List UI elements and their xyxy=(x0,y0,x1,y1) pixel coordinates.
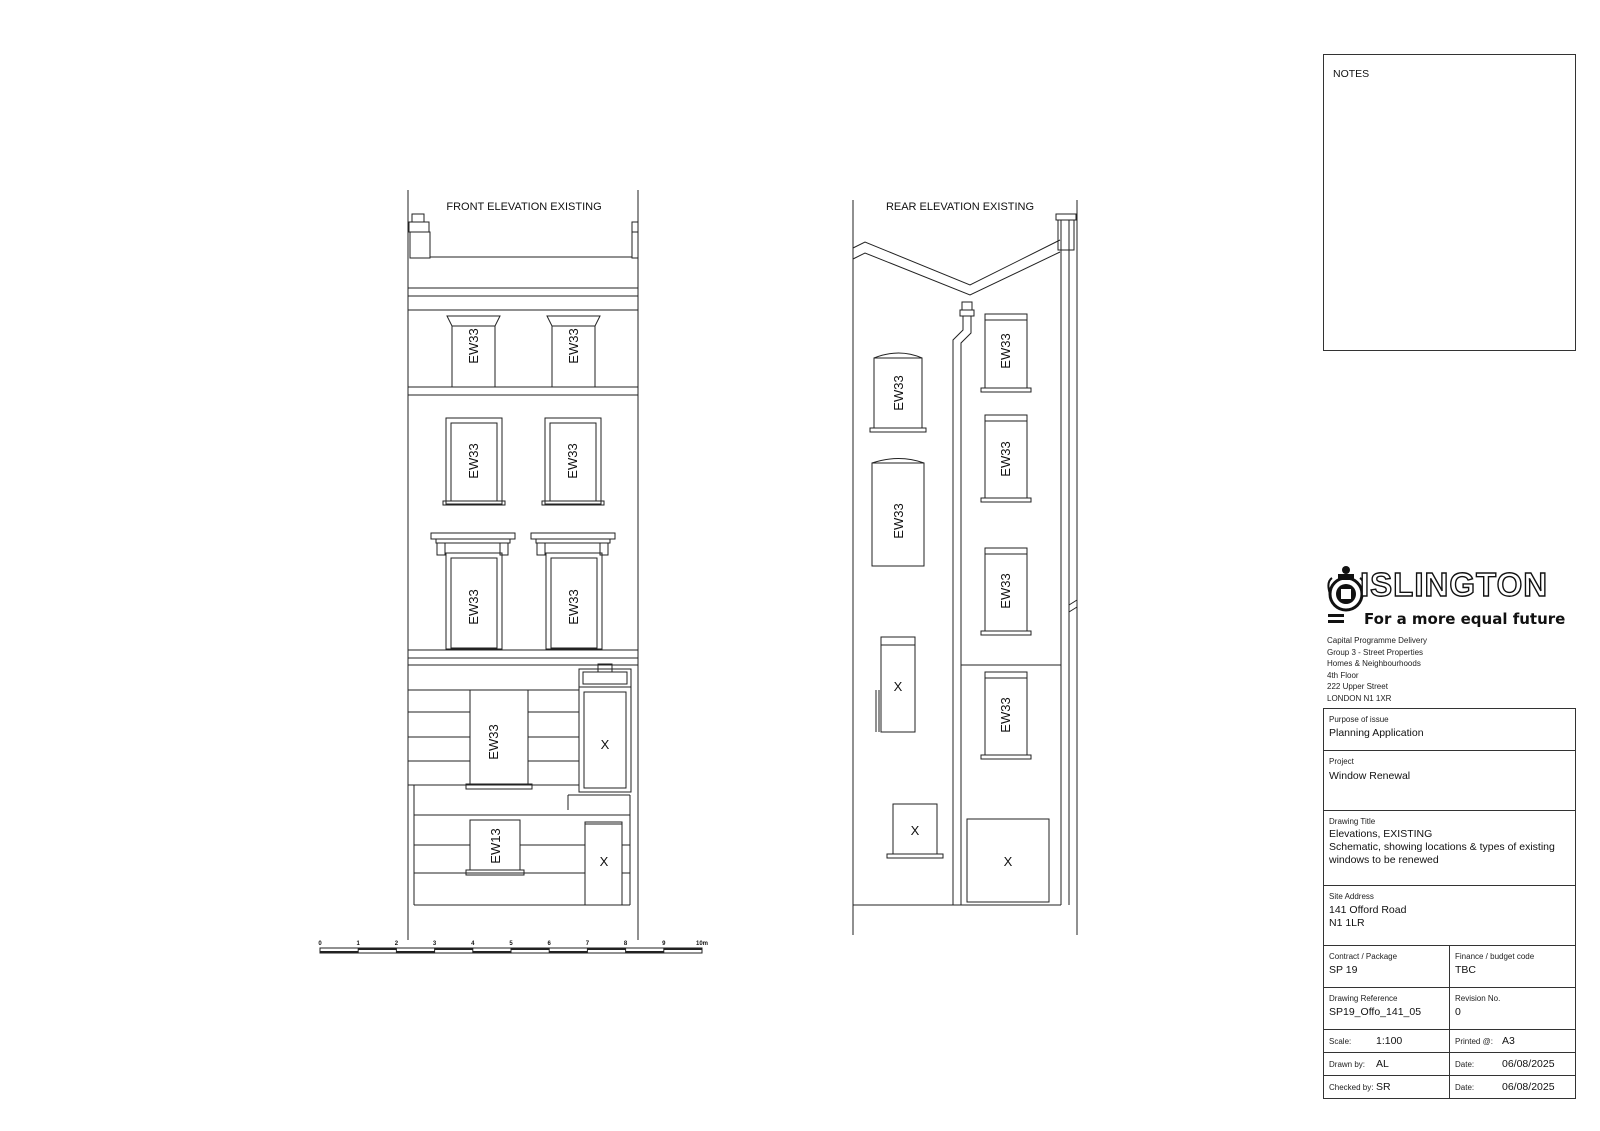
address-line-3: Homes & Neighbourhoods xyxy=(1327,659,1421,668)
drawn-by-value: AL xyxy=(1376,1058,1389,1070)
front-window-first-floor-left xyxy=(431,533,515,649)
checked-date-cell xyxy=(1449,1075,1576,1099)
rear-window-left-basement-label: X xyxy=(910,823,920,838)
front-elevation xyxy=(408,190,638,940)
rear-door-left xyxy=(876,637,915,732)
rear-flue xyxy=(1056,214,1077,905)
scale-bar-segment xyxy=(549,951,587,953)
rear-elevation-title: REAR ELEVATION EXISTING xyxy=(885,201,1035,213)
title-block xyxy=(1323,708,1576,1100)
rear-window-right-1-label: EW33 xyxy=(998,333,1013,369)
scale-bar-tick-label: 7 xyxy=(585,941,590,947)
address-line-6: LONDON N1 1XR xyxy=(1327,693,1392,703)
front-window-third-floor-left xyxy=(447,316,500,387)
rear-window-right-4 xyxy=(981,672,1031,759)
purpose-value: Planning Application xyxy=(1329,727,1424,739)
drawn-date-value: 06/08/2025 xyxy=(1502,1058,1555,1070)
front-window-first-floor-right-label: EW33 xyxy=(566,589,581,625)
rear-window-left-middle xyxy=(872,459,924,567)
revision-value: 0 xyxy=(1455,1006,1461,1018)
scale-bar-segment xyxy=(320,951,358,953)
drawing-ref-cell xyxy=(1323,987,1450,1030)
contract-label: Contract / Package xyxy=(1329,952,1398,961)
rear-window-right-3 xyxy=(981,548,1031,635)
front-elevation-title: FRONT ELEVATION EXISTING xyxy=(446,201,602,213)
address-line-2: Group 3 - Street Properties xyxy=(1327,647,1424,657)
scale-bar-segment xyxy=(664,948,702,950)
scale-bar xyxy=(318,941,708,953)
address-line-1: Capital Programme Delivery xyxy=(1327,636,1428,645)
printed-value: A3 xyxy=(1502,1035,1515,1047)
revision-label: Revision No. xyxy=(1455,994,1501,1003)
scale-bar-segment xyxy=(358,948,396,950)
front-window-second-floor-left-label: EW33 xyxy=(466,443,481,479)
front-basement-door-label: X xyxy=(599,854,609,869)
drawn-by-cell xyxy=(1323,1052,1450,1076)
scale-bar-segment xyxy=(396,951,434,953)
scale-bar-segment xyxy=(473,951,511,953)
drawing-title-line-3: windows to be renewed xyxy=(1329,854,1439,866)
scale-bar-segment xyxy=(435,948,473,950)
checked-date-value: 06/08/2025 xyxy=(1502,1081,1555,1093)
site-address-line-2: N1 1LR xyxy=(1329,917,1365,929)
project-cell xyxy=(1323,750,1576,811)
project-value: Window Renewal xyxy=(1329,770,1411,782)
scale-bar-tick-label: 1 xyxy=(356,941,360,947)
front-window-basement xyxy=(466,820,524,875)
drawing-ref-value: SP19_Offo_141_05 xyxy=(1329,1006,1422,1018)
front-window-first-floor-right xyxy=(531,533,615,649)
site-address-line-1: 141 Offord Road xyxy=(1329,904,1407,916)
rear-elevation xyxy=(853,200,1077,935)
scale-bar-segment xyxy=(511,948,549,950)
rear-door-right-label: X xyxy=(1003,854,1013,869)
scale-bar-tick-label: 5 xyxy=(509,941,513,947)
front-window-second-floor-right-label: EW33 xyxy=(565,443,580,479)
scale-bar-tick-label: 8 xyxy=(623,941,628,947)
finance-value: TBC xyxy=(1455,964,1476,976)
site-address-cell xyxy=(1323,885,1576,946)
drawing-title-line-2: Schematic, showing locations & types of existing xyxy=(1329,841,1555,853)
rear-window-left-middle-label: EW33 xyxy=(891,503,906,539)
scale-value: 1:100 xyxy=(1376,1035,1403,1047)
rear-window-right-2-label: EW33 xyxy=(998,441,1013,477)
rear-door-right xyxy=(967,819,1049,902)
purpose-label: Purpose of issue xyxy=(1329,715,1389,724)
front-door-label: X xyxy=(600,737,610,752)
front-window-third-floor-right xyxy=(547,316,600,387)
rear-window-left-upper xyxy=(870,353,926,432)
islington-logo xyxy=(1326,562,1576,634)
drawn-date-cell xyxy=(1449,1052,1576,1076)
drawing-title-line-1: Elevations, EXISTING xyxy=(1329,828,1433,840)
drawn-by-label: Drawn by: xyxy=(1329,1060,1366,1069)
rear-window-left-basement xyxy=(887,804,943,858)
scale-label: Scale: xyxy=(1329,1037,1352,1046)
drawing-title-cell xyxy=(1323,810,1576,886)
front-window-third-floor-left-label: EW33 xyxy=(466,328,481,364)
scale-bar-segment xyxy=(626,951,664,953)
rear-window-right-4-label: EW33 xyxy=(998,697,1013,733)
scale-bar-tick-label: 2 xyxy=(394,941,399,947)
rear-door-left-label: X xyxy=(893,679,903,694)
revision-cell xyxy=(1449,987,1576,1030)
drawn-date-label: Date: xyxy=(1455,1060,1475,1069)
logo-wordmark: ISLINGTON xyxy=(1360,566,1549,603)
front-door xyxy=(579,664,631,792)
address-line-5: 222 Upper Street xyxy=(1327,682,1388,691)
purpose-cell xyxy=(1323,708,1576,751)
rear-window-right-3-label: EW33 xyxy=(998,573,1013,609)
notes-box xyxy=(1323,54,1576,351)
printed-label: Printed @: xyxy=(1455,1037,1493,1046)
front-window-first-floor-left-label: EW33 xyxy=(466,589,481,625)
rear-window-right-2 xyxy=(981,415,1031,502)
finance-cell xyxy=(1449,945,1576,988)
checked-by-value: SR xyxy=(1376,1081,1391,1093)
project-label: Project xyxy=(1329,757,1354,766)
scale-bar-tick-label: 0 xyxy=(318,941,322,947)
front-chimneys xyxy=(409,214,638,258)
front-basement-door xyxy=(585,822,622,905)
front-window-second-floor-left xyxy=(443,418,505,505)
drawing-ref-label: Drawing Reference xyxy=(1329,994,1398,1003)
scale-bar-tick-label: 6 xyxy=(547,941,551,947)
scale-bar-tick-label: 3 xyxy=(432,941,437,947)
printed-cell xyxy=(1449,1029,1576,1053)
front-window-second-floor-right xyxy=(542,418,604,505)
rear-downpipe xyxy=(953,302,974,905)
rear-roof xyxy=(853,240,1060,295)
rear-window-right-1 xyxy=(981,314,1031,392)
scale-cell xyxy=(1323,1029,1450,1053)
checked-by-cell xyxy=(1323,1075,1450,1099)
front-window-basement-label: EW13 xyxy=(488,828,503,864)
logo-tagline: For a more equal future xyxy=(1364,610,1566,628)
address-line-4: 4th Floor xyxy=(1327,670,1359,680)
front-window-ground-floor xyxy=(466,690,532,789)
finance-label: Finance / budget code xyxy=(1455,952,1535,961)
drawing-title-label: Drawing Title xyxy=(1329,817,1376,826)
scale-bar-tick-label: 10m xyxy=(695,941,709,947)
rear-window-left-upper-label: EW33 xyxy=(891,375,906,411)
checked-date-label: Date: xyxy=(1455,1083,1475,1092)
front-window-ground-floor-label: EW33 xyxy=(486,724,501,760)
notes-heading: NOTES xyxy=(1333,68,1370,80)
contract-value: SP 19 xyxy=(1329,964,1358,976)
scale-bar-tick-label: 9 xyxy=(662,941,666,947)
checked-by-label: Checked by: xyxy=(1329,1083,1374,1092)
contract-cell xyxy=(1323,945,1450,988)
scale-bar-segment xyxy=(587,948,625,950)
front-window-third-floor-right-label: EW33 xyxy=(566,328,581,364)
scale-bar-tick-label: 4 xyxy=(471,941,475,947)
site-address-label: Site Address xyxy=(1329,892,1374,901)
